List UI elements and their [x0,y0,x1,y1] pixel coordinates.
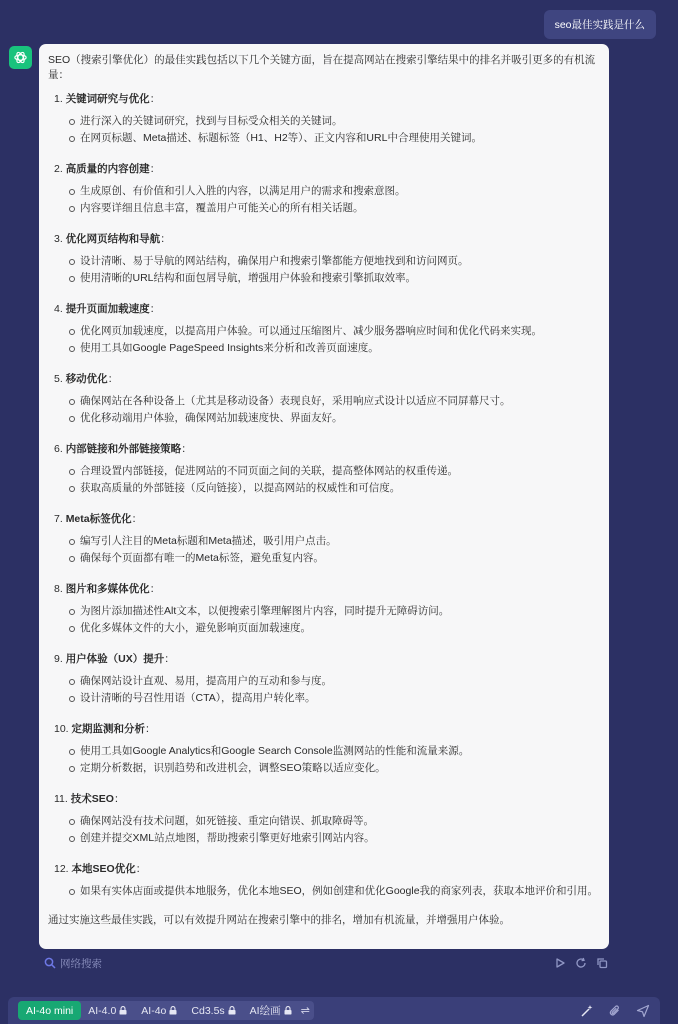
model-tab[interactable] [81,1001,134,1020]
bullet-point: 内容要详细且信息丰富，覆盖用户可能关心的所有相关话题。 [68,200,600,217]
section-number: 11. [54,793,68,805]
section-title-text: 用户体验（UX）提升 [65,653,165,665]
answer-section [54,792,600,847]
section-title-text: Meta标签优化 [65,513,132,525]
section-bullet-list [68,533,600,567]
section-number: 10. [54,723,69,735]
assistant-answer-card [39,44,609,949]
answer-section [54,862,600,900]
section-bullet-list [68,463,600,497]
section-title-text: 技术SEO [70,793,114,805]
search-icon [44,957,56,969]
answer-intro: SEO（搜索引擎优化）的最佳实践包括以下几个关键方面，旨在提高网站在搜索引擎结果中的排名并吸引更多的有机流量： [48,54,596,81]
section-title-colon: ： [164,653,175,665]
section-title-colon: ： [107,373,119,385]
section-title-text: 提升页面加载速度 [65,303,150,315]
section-number: 5. [54,373,63,385]
section-title [54,162,600,177]
assistant-avatar [9,46,32,69]
bullet-point: 确保网站设计直观、易用，提高用户的互动和参与度。 [68,673,600,690]
bullet-point: 使用工具如Google PageSpeed Insights来分析和改善页面速度。 [68,340,600,357]
section-title-text: 优化网页结构和导航 [65,233,161,245]
web-search-button[interactable] [44,956,102,971]
lock-icon [119,1006,127,1015]
section-number: 9. [54,653,63,665]
lock-icon [169,1006,177,1015]
bullet-point: 使用工具如Google Analytics和Google Search Console监测网站的性能和流量来源。 [68,743,600,760]
section-title [54,862,600,877]
copy-icon[interactable] [596,957,608,969]
bullet-point: 创建并提交XML站点地图，帮助搜索引擎更好地索引网站内容。 [68,830,600,847]
bullet-point: 为图片添加描述性Alt文本，以便搜索引擎理解图片内容，同时提升无障碍访问。 [68,603,600,620]
bullet-point: 如果有实体店面或提供本地服务，优化本地SEO，例如创建和优化Google我的商家列表，获取本地评价和引用。 [68,883,600,900]
bullet-point: 优化网页加载速度，以提高用户体验。可以通过压缩图片、减少服务器响应时间和优化代码来实现。 [68,323,600,340]
section-title [54,92,600,107]
bullet-point: 设计清晰、易于导航的网站结构，确保用户和搜索引擎都能方便地找到和访问网页。 [68,253,600,270]
answer-section [54,512,600,567]
bullet-point: 编写引人注目的Meta标题和Meta描述，吸引用户点击。 [68,533,600,550]
section-number: 1. [54,93,63,105]
section-bullet-list [68,603,600,637]
section-bullet-list [68,183,600,217]
section-title [54,652,600,667]
bullet-point: 优化移动端用户体验，确保网站加载速度快、界面友好。 [68,410,600,427]
refresh-icon[interactable] [575,957,587,969]
bullet-point: 生成原创、有价值和引人入胜的内容，以满足用户的需求和搜索意图。 [68,183,600,200]
section-bullet-list [68,323,600,357]
model-tab-label: AI-4.0 [88,1004,117,1017]
bullet-point: 优化多媒体文件的大小，避免影响页面加载速度。 [68,620,600,637]
bullet-point: 进行深入的关键词研究，找到与目标受众相关的关键词。 [68,113,600,130]
section-title-text: 内部链接和外部链接策略 [65,443,182,455]
section-number: 4. [54,303,63,315]
section-title-text: 移动优化 [65,373,108,385]
bullet-point: 确保网站没有技术问题，如死链接、重定向错误、抓取障碍等。 [68,813,600,830]
bullet-point: 设计清晰的号召性用语（CTA），提高用户转化率。 [68,690,600,707]
section-title-text: 关键词研究与优化 [65,93,150,105]
section-title-colon: ： [149,93,161,105]
answer-section [54,582,600,637]
model-selector-bar [8,997,660,1024]
model-tab[interactable] [243,1001,299,1020]
send-icon[interactable] [636,1004,650,1018]
section-title-colon: ： [181,443,192,455]
paperclip-icon[interactable] [608,1004,622,1018]
answer-section [54,722,600,777]
answer-section [54,442,600,497]
model-tabs [18,1001,314,1020]
section-title [54,442,600,457]
answer-section [54,652,600,707]
section-title-colon: ： [149,163,161,175]
play-icon[interactable] [554,957,566,969]
section-title-text: 图片和多媒体优化 [65,583,150,595]
bullet-point: 在网页标题、Meta描述、标题标签（H1、H2等）、正文内容和URL中合理使用关键词。 [68,130,600,147]
section-bullet-list [68,113,600,147]
section-title-colon: ： [145,723,156,735]
answer-section [54,162,600,217]
section-title-colon: ： [131,513,143,525]
bullet-point: 确保网站在各种设备上（尤其是移动设备）表现良好，采用响应式设计以适应不同屏幕尺寸。 [68,393,600,410]
answer-section [54,302,600,357]
model-tab[interactable] [134,1001,184,1020]
answer-section [54,232,600,287]
section-title [54,722,600,737]
answer-section [54,372,600,427]
web-search-label: 网络搜索 [60,957,102,970]
user-message-text: seo最佳实践是什么 [554,19,645,31]
answer-sections [48,92,600,900]
answer-section [54,92,600,147]
bullet-point: 使用清晰的URL结构和面包屑导航，增强用户体验和搜索引擎抓取效率。 [68,270,600,287]
section-number: 2. [54,163,63,175]
user-message-bubble [544,10,656,39]
bullet-point: 合理设置内部链接，促进网站的不同页面之间的关联，提高整体网站的权重传递。 [68,463,600,480]
magic-wand-icon[interactable] [580,1004,594,1018]
model-tab-label: AI-4o [141,1004,167,1017]
section-title-text: 高质量的内容创建 [65,163,150,175]
section-title-colon: ： [149,583,161,595]
model-tab-label: AI绘画 [249,1005,281,1017]
section-title-text: 定期监测和分析 [71,723,146,735]
section-title [54,302,600,317]
section-bullet-list [68,393,600,427]
section-number: 8. [54,583,63,595]
swap-icon[interactable]: ⇌ [300,1005,310,1017]
section-bullet-list [68,253,600,287]
section-title [54,582,600,597]
message-action-row [44,954,608,972]
answer-outro: 通过实施这些最佳实践，可以有效提升网站在搜索引擎中的排名，增加有机流量，并增强用户体验。 [48,914,510,926]
section-title [54,792,600,807]
section-title-text: 本地SEO优化 [71,863,136,875]
bullet-point: 定期分析数据，识别趋势和改进机会，调整SEO策略以适应变化。 [68,760,600,777]
section-bullet-list [68,673,600,707]
section-title-colon: ： [135,863,147,875]
section-title-colon: ： [113,793,125,805]
lock-icon [284,1006,292,1015]
section-bullet-list [68,743,600,777]
section-title [54,232,600,247]
lock-icon [228,1006,236,1015]
model-tab-label: AI-4o mini [26,1004,74,1017]
section-number: 7. [54,513,63,525]
section-number: 6. [54,443,63,455]
bullet-point: 确保每个页面都有唯一的Meta标签，避免重复内容。 [68,550,600,567]
model-tab[interactable] [184,1001,242,1020]
section-title [54,372,600,387]
section-title [54,512,600,527]
section-bullet-list [68,813,600,847]
section-title-colon: ： [160,233,171,245]
bullet-point: 获取高质量的外部链接（反向链接），以提高网站的权威性和可信度。 [68,480,600,497]
openai-logo-icon [13,50,28,65]
section-bullet-list [68,883,600,900]
model-tab-label: Cd3.5s [191,1004,225,1017]
model-tab[interactable] [18,1001,81,1020]
section-title-colon: ： [149,303,161,315]
section-number: 3. [54,233,63,245]
section-number: 12. [54,863,69,875]
